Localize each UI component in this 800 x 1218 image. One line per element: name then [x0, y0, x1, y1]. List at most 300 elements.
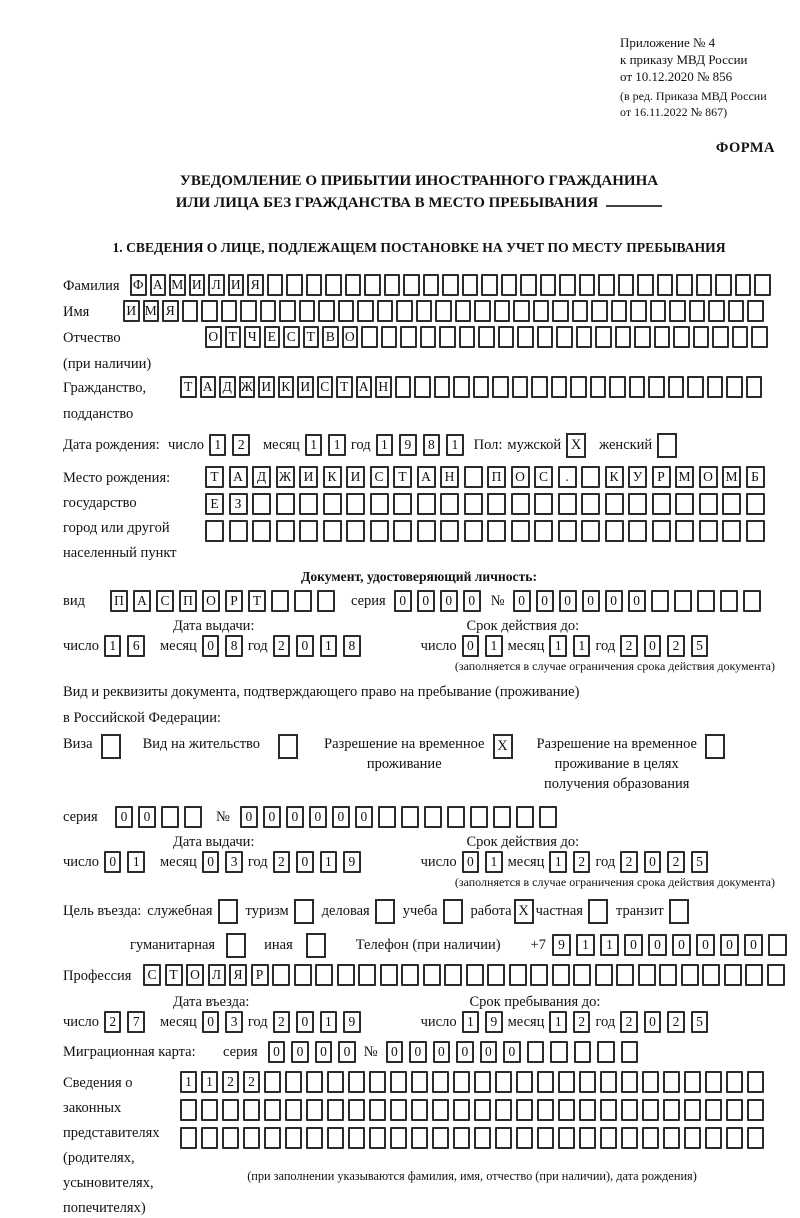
char-box	[229, 520, 248, 542]
char-box	[537, 1071, 554, 1093]
char-box	[621, 1099, 638, 1121]
char-box	[474, 1099, 491, 1121]
char-box	[161, 806, 179, 828]
char-box	[498, 326, 515, 348]
char-box: Е	[264, 326, 281, 348]
char-box	[403, 274, 420, 296]
birth-place-label-line4: населенный пункт	[63, 545, 177, 561]
char-box: 0	[104, 851, 122, 873]
char-box	[659, 964, 677, 986]
char-box	[684, 1099, 701, 1121]
char-box	[722, 520, 741, 542]
title-blank-line	[606, 192, 662, 207]
citizenship-label	[63, 376, 180, 424]
char-box	[520, 274, 537, 296]
char-box	[494, 300, 511, 322]
char-box	[681, 964, 699, 986]
char-box: 0	[463, 590, 481, 612]
stay-month	[549, 1011, 590, 1033]
char-box	[459, 326, 476, 348]
phone-cells	[552, 934, 787, 956]
char-box	[767, 964, 785, 986]
char-box: Ж	[239, 376, 256, 398]
gender-male-label: мужской	[507, 436, 562, 453]
char-box	[600, 1127, 617, 1149]
char-box	[276, 520, 295, 542]
char-box: Я	[162, 300, 179, 322]
char-box: 1	[600, 934, 619, 956]
char-box	[675, 520, 694, 542]
char-box	[650, 300, 667, 322]
char-box: 0	[202, 851, 220, 873]
char-box	[726, 376, 743, 398]
char-box	[746, 493, 765, 515]
char-box	[550, 1041, 568, 1063]
char-box	[669, 300, 686, 322]
birth-date-row	[63, 432, 775, 458]
char-box	[369, 1071, 386, 1093]
month-label: месяц	[159, 1013, 197, 1030]
day-label: число	[63, 1013, 99, 1030]
year-label: год	[247, 853, 268, 870]
char-box: 1	[576, 934, 595, 956]
char-box	[597, 1041, 615, 1063]
doc-validity-note: (заполняется в случае ограничения срока действия документа)	[454, 659, 775, 673]
temp-permit-checkbox: X	[493, 734, 513, 759]
purpose-opt-1-checkbox	[294, 899, 314, 924]
temp-permit-label-line2: проживание	[366, 756, 442, 772]
mc-series-cells	[268, 1041, 356, 1063]
purpose-opt-8-label: иная	[264, 936, 293, 953]
doc-kind-cells	[110, 590, 335, 612]
char-box: П	[110, 590, 128, 612]
char-box: О	[342, 326, 359, 348]
char-box	[294, 964, 312, 986]
appendix-line-3: от 10.12.2020 № 856	[620, 69, 733, 84]
form-title-line2	[63, 192, 775, 214]
char-box: 1	[573, 635, 591, 657]
purpose-opt-7	[130, 933, 246, 958]
char-box	[420, 326, 437, 348]
doc-issue-month	[202, 635, 243, 657]
char-box: 0	[503, 1041, 521, 1063]
phone-label: Телефон (при наличии)	[355, 937, 501, 953]
char-box	[628, 493, 647, 515]
char-box	[294, 590, 312, 612]
representatives-label-line4: (родителях,	[63, 1150, 135, 1166]
char-box	[699, 493, 718, 515]
char-box: М	[143, 300, 160, 322]
doc-validity-month	[549, 635, 590, 657]
phone-prefix: +7	[530, 937, 546, 953]
char-box: 2	[104, 1011, 122, 1033]
char-box	[464, 493, 483, 515]
char-box: У	[628, 466, 647, 488]
char-box	[416, 300, 433, 322]
char-box	[556, 326, 573, 348]
char-box	[325, 274, 342, 296]
char-box	[455, 300, 472, 322]
char-box	[396, 300, 413, 322]
char-box	[348, 1127, 365, 1149]
char-box: 1	[209, 434, 227, 456]
char-box: К	[605, 466, 624, 488]
form-title	[63, 171, 775, 214]
visa-option	[63, 734, 121, 759]
char-box: Р	[251, 964, 269, 986]
char-box	[345, 274, 362, 296]
char-box	[705, 1099, 722, 1121]
char-box: 9	[485, 1011, 503, 1033]
char-box: 0	[624, 934, 643, 956]
char-box	[726, 1099, 743, 1121]
patronymic-row	[63, 326, 775, 374]
permit-type-row	[63, 734, 775, 794]
char-box: К	[278, 376, 295, 398]
char-box: М	[675, 466, 694, 488]
edu-permit-label-line1: Разрешение на временное	[536, 736, 697, 752]
char-box	[440, 493, 459, 515]
char-box	[534, 493, 553, 515]
birth-date-label: Дата рождения:	[63, 437, 160, 453]
char-box	[574, 1041, 592, 1063]
char-box	[380, 964, 398, 986]
given-name-cells	[123, 300, 764, 322]
char-box	[243, 1127, 260, 1149]
representatives-note: (при заполнении указываются фамилия, имя, отчество (при наличии), дата рождения)	[247, 1169, 697, 1183]
char-box	[453, 376, 470, 398]
char-box	[579, 274, 596, 296]
char-box: 0	[644, 635, 662, 657]
char-box: 0	[268, 1041, 286, 1063]
char-box	[417, 520, 436, 542]
char-box: Т	[393, 466, 412, 488]
surname-row	[63, 274, 775, 296]
char-box: П	[179, 590, 197, 612]
char-box	[323, 520, 342, 542]
appendix-block	[620, 34, 800, 120]
purpose-opt-2-label: деловая	[321, 902, 370, 919]
char-box	[579, 1127, 596, 1149]
char-box	[516, 806, 534, 828]
representatives-cells-row2	[180, 1099, 764, 1121]
birth-place-cells-block	[205, 466, 765, 542]
month-label: месяц	[507, 1013, 545, 1030]
char-box: 2	[620, 851, 638, 873]
char-box: 1	[485, 635, 503, 657]
representatives-cells-row3	[180, 1127, 764, 1149]
char-box: С	[283, 326, 300, 348]
edu-permit-label-line3: получения образования	[544, 776, 690, 792]
residence-checkbox	[278, 734, 298, 759]
char-box: Т	[205, 466, 224, 488]
char-box	[581, 466, 600, 488]
temp-permit-option	[324, 734, 512, 774]
char-box	[675, 493, 694, 515]
representatives-label	[63, 1071, 180, 1218]
char-box	[240, 300, 257, 322]
year-label: год	[595, 637, 616, 654]
char-box	[358, 964, 376, 986]
char-box	[493, 806, 511, 828]
char-box: 0	[672, 934, 691, 956]
visa-checkbox	[101, 734, 121, 759]
char-box: 0	[309, 806, 327, 828]
char-box: 2	[222, 1071, 239, 1093]
purpose-opt-7-label: гуманитарная	[130, 936, 216, 953]
char-box: Д	[219, 376, 236, 398]
char-box	[390, 1127, 407, 1149]
char-box	[702, 964, 720, 986]
char-box	[453, 1071, 470, 1093]
patronymic-label	[63, 326, 205, 374]
char-box: 0	[744, 934, 763, 956]
char-box	[306, 274, 323, 296]
month-label: месяц	[507, 853, 545, 870]
char-box	[558, 520, 577, 542]
entry-year	[273, 1011, 361, 1033]
char-box: Ч	[244, 326, 261, 348]
birth-place-cells-row3	[205, 520, 765, 542]
identity-doc-row	[63, 588, 775, 614]
doc-series-cells	[394, 590, 481, 612]
char-box	[648, 376, 665, 398]
char-box	[642, 1071, 659, 1093]
purpose-opt-5-label: частная	[535, 902, 583, 919]
char-box	[440, 520, 459, 542]
char-box: 1	[462, 1011, 480, 1033]
doc-validity-year	[620, 635, 708, 657]
char-box: 0	[582, 590, 600, 612]
purpose-opt-5	[536, 899, 608, 924]
char-box: 2	[243, 1071, 260, 1093]
char-box	[369, 1099, 386, 1121]
char-box	[279, 300, 296, 322]
char-box	[205, 520, 224, 542]
char-box: И	[346, 466, 365, 488]
char-box	[590, 376, 607, 398]
char-box	[540, 274, 557, 296]
char-box	[180, 1099, 197, 1121]
char-box	[285, 1099, 302, 1121]
char-box	[516, 1127, 533, 1149]
char-box	[393, 520, 412, 542]
birth-place-label-line2: государство	[63, 495, 137, 511]
permit-issue-day	[104, 851, 145, 873]
stay-year	[620, 1011, 708, 1033]
char-box	[768, 934, 787, 956]
char-box: 0	[696, 934, 715, 956]
year-label: год	[350, 436, 371, 453]
char-box	[600, 1071, 617, 1093]
char-box	[276, 493, 295, 515]
birth-place-row	[63, 466, 775, 563]
permit-issue-heading: Дата выдачи:	[173, 834, 255, 850]
char-box	[663, 1071, 680, 1093]
purpose-opt-2-checkbox	[375, 899, 395, 924]
char-box	[558, 493, 577, 515]
entry-month	[202, 1011, 243, 1033]
char-box: 2	[273, 851, 291, 873]
char-box: 5	[691, 851, 709, 873]
purpose-opt-5-checkbox	[588, 899, 608, 924]
char-box	[487, 964, 505, 986]
char-box: 1	[305, 434, 323, 456]
form-label: ФОРМА	[715, 140, 775, 156]
char-box	[576, 326, 593, 348]
edu-permit-option	[537, 734, 725, 794]
char-box	[453, 1099, 470, 1121]
year-label: год	[247, 1013, 268, 1030]
char-box: Е	[205, 493, 224, 515]
char-box	[357, 300, 374, 322]
citizenship-label-line2: подданство	[63, 406, 134, 422]
char-box: 1	[549, 635, 567, 657]
doc-issue-year	[273, 635, 361, 657]
char-box	[327, 1099, 344, 1121]
char-box	[453, 1127, 470, 1149]
char-box	[495, 1127, 512, 1149]
char-box: 0	[433, 1041, 451, 1063]
char-box	[551, 376, 568, 398]
char-box	[531, 376, 548, 398]
char-box: Т	[303, 326, 320, 348]
purpose-row-2	[63, 932, 775, 958]
char-box	[299, 493, 318, 515]
mc-number-cells	[386, 1041, 639, 1063]
char-box: Т	[248, 590, 266, 612]
char-box	[615, 326, 632, 348]
char-box	[674, 590, 692, 612]
char-box: 1	[180, 1071, 197, 1093]
char-box	[558, 1071, 575, 1093]
char-box	[390, 1071, 407, 1093]
appendix-line-1: Приложение № 4	[620, 35, 716, 50]
doc-dates-row	[63, 635, 775, 657]
char-box	[663, 1099, 680, 1121]
char-box: 3	[225, 1011, 243, 1033]
given-name-label: Имя	[63, 304, 90, 320]
char-box	[754, 274, 771, 296]
char-box	[346, 520, 365, 542]
edu-permit-label	[537, 734, 697, 794]
doc-number-cells	[513, 590, 761, 612]
year-label: год	[595, 1013, 616, 1030]
char-box	[306, 1071, 323, 1093]
char-box	[751, 326, 768, 348]
permit-issue-year	[273, 851, 361, 873]
gender-female-label: женский	[599, 436, 653, 453]
purpose-opt-0-checkbox	[218, 899, 238, 924]
char-box	[487, 493, 506, 515]
char-box	[747, 1127, 764, 1149]
doc-issue-group	[63, 635, 361, 657]
representatives-cells-block	[180, 1071, 764, 1184]
day-label: число	[420, 1013, 457, 1030]
representatives-label-line1: Сведения о	[63, 1075, 133, 1091]
representatives-label-line5: усыновителях,	[63, 1175, 154, 1191]
edu-permit-checkbox	[705, 734, 725, 759]
char-box: П	[487, 466, 506, 488]
char-box: А	[356, 376, 373, 398]
char-box: Ф	[130, 274, 147, 296]
month-label: месяц	[507, 637, 545, 654]
permit-validity-year	[620, 851, 708, 873]
patronymic-label-line2: (при наличии)	[63, 356, 152, 372]
char-box: 0	[409, 1041, 427, 1063]
permit-validity-group	[421, 851, 709, 873]
permit-serial-row	[63, 804, 775, 830]
char-box	[511, 493, 530, 515]
char-box	[252, 493, 271, 515]
char-box: И	[297, 376, 314, 398]
entry-day	[104, 1011, 145, 1033]
char-box	[533, 300, 550, 322]
char-box	[517, 326, 534, 348]
char-box	[720, 590, 738, 612]
visa-label: Виза	[63, 736, 93, 752]
char-box: 5	[691, 1011, 709, 1033]
char-box	[609, 376, 626, 398]
char-box	[423, 274, 440, 296]
birth-day-cells	[209, 434, 250, 456]
char-box	[684, 1127, 701, 1149]
char-box: 9	[343, 1011, 361, 1033]
char-box: М	[722, 466, 741, 488]
char-box: Т	[336, 376, 353, 398]
representatives-row	[63, 1071, 775, 1218]
char-box	[572, 300, 589, 322]
char-box	[605, 493, 624, 515]
char-box: 1	[127, 851, 145, 873]
char-box: Т	[225, 326, 242, 348]
char-box: И	[123, 300, 140, 322]
char-box	[732, 326, 749, 348]
char-box	[323, 493, 342, 515]
char-box	[712, 326, 729, 348]
residence-option	[143, 734, 298, 759]
char-box	[327, 1071, 344, 1093]
permit-intro-line1: Вид и реквизиты документа, подтверждающего право на пребывание (проживание)	[63, 684, 580, 700]
char-box	[361, 326, 378, 348]
char-box	[184, 806, 202, 828]
char-box	[642, 1127, 659, 1149]
char-box: 0	[648, 934, 667, 956]
char-box	[726, 1071, 743, 1093]
char-box: 0	[291, 1041, 309, 1063]
char-box	[747, 1071, 764, 1093]
char-box	[260, 300, 277, 322]
char-box: Л	[208, 964, 226, 986]
permit-issue-group	[63, 851, 361, 873]
char-box: М	[169, 274, 186, 296]
char-box	[435, 300, 452, 322]
char-box	[318, 300, 335, 322]
char-box: Я	[247, 274, 264, 296]
char-box	[722, 493, 741, 515]
char-box	[558, 1099, 575, 1121]
amendment-line-2: от 16.11.2022 № 867)	[620, 104, 728, 119]
profession-row	[63, 964, 775, 986]
char-box	[370, 520, 389, 542]
char-box: А	[200, 376, 217, 398]
char-box: 9	[399, 434, 417, 456]
char-box: Б	[746, 466, 765, 488]
char-box: О	[699, 466, 718, 488]
char-box	[369, 1127, 386, 1149]
char-box	[663, 1127, 680, 1149]
char-box: 1	[549, 1011, 567, 1033]
